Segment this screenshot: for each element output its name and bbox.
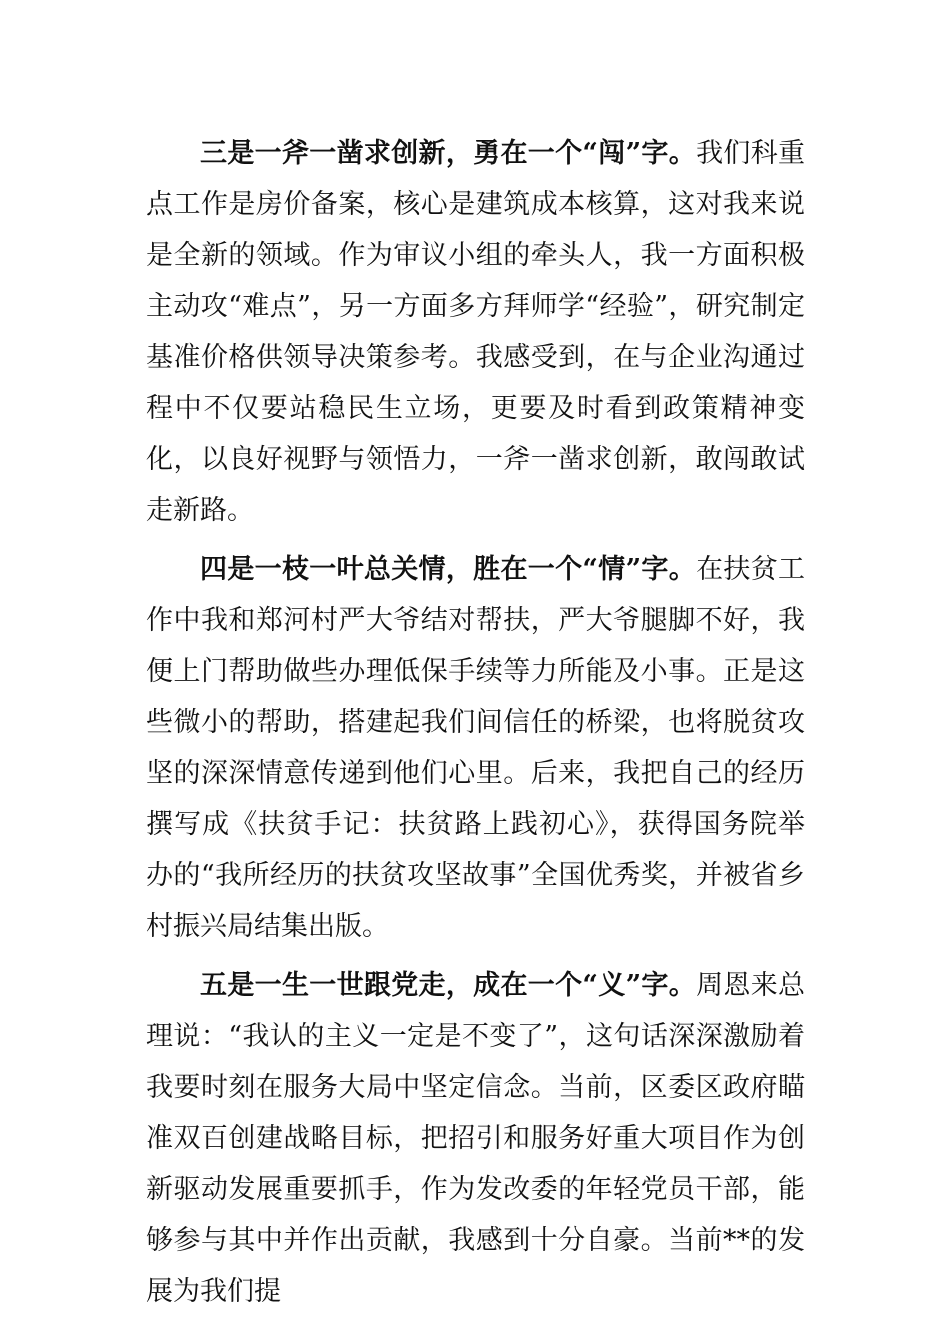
paragraph-body: 在扶贫工作中我和郑河村严大爷结对帮扶，严大爷腿脚不好，我便上门帮助做些办理低保手续等力所能及小事。正是这些微小的帮助，搭建起我们间信任的桥梁，也将脱贫攻坚的深深情意传递到他们心里。后来，我把自己的经历撰写成《扶贫手记：扶贫路上践初心》，获得国务院举办的“我所经历的扶贫攻坚故事”全国优秀奖，并被省乡村振兴局结集出版。 xyxy=(146,554,806,942)
paragraph-innovation xyxy=(146,128,805,536)
paragraph-body: 我们科重点工作是房价备案，核心是建筑成本核算，这对我来说是全新的领域。作为审议小组的牵头人，我一方面积极主动攻“难点”，另一方面多方拜师学“经验”，研究制定基准价格供领导决策参考。我感受到，在与企业沟通过程中不仅要站稳民生立场，更要及时看到政策精神变化，以良好视野与领悟力，一斧一凿求创新，敢闯敢试走新路。 xyxy=(146,138,806,526)
paragraph-body: 周恩来总理说：“我认的主义一定是不变了”，这句话深深激励着我要时刻在服务大局中坚定信念。当前，区委区政府瞄准双百创建战略目标，把招引和服务好重大项目作为创新驱动发展重要抓手，作为发改委的年轻党员干部，能够参与其中并作出贡献，我感到十分自豪。当前**的发展为我们提 xyxy=(146,970,806,1307)
document-page xyxy=(146,128,805,1317)
paragraph-heading: 五是一生一世跟党走，成在一个“义”字。 xyxy=(200,970,697,1001)
paragraph-heading: 三是一斧一凿求创新，勇在一个“闯”字。 xyxy=(200,138,697,169)
paragraph-heading: 四是一枝一叶总关情，胜在一个“情”字。 xyxy=(200,554,697,585)
paragraph-follow-party xyxy=(146,960,805,1317)
paragraph-poverty-relief xyxy=(146,544,805,952)
